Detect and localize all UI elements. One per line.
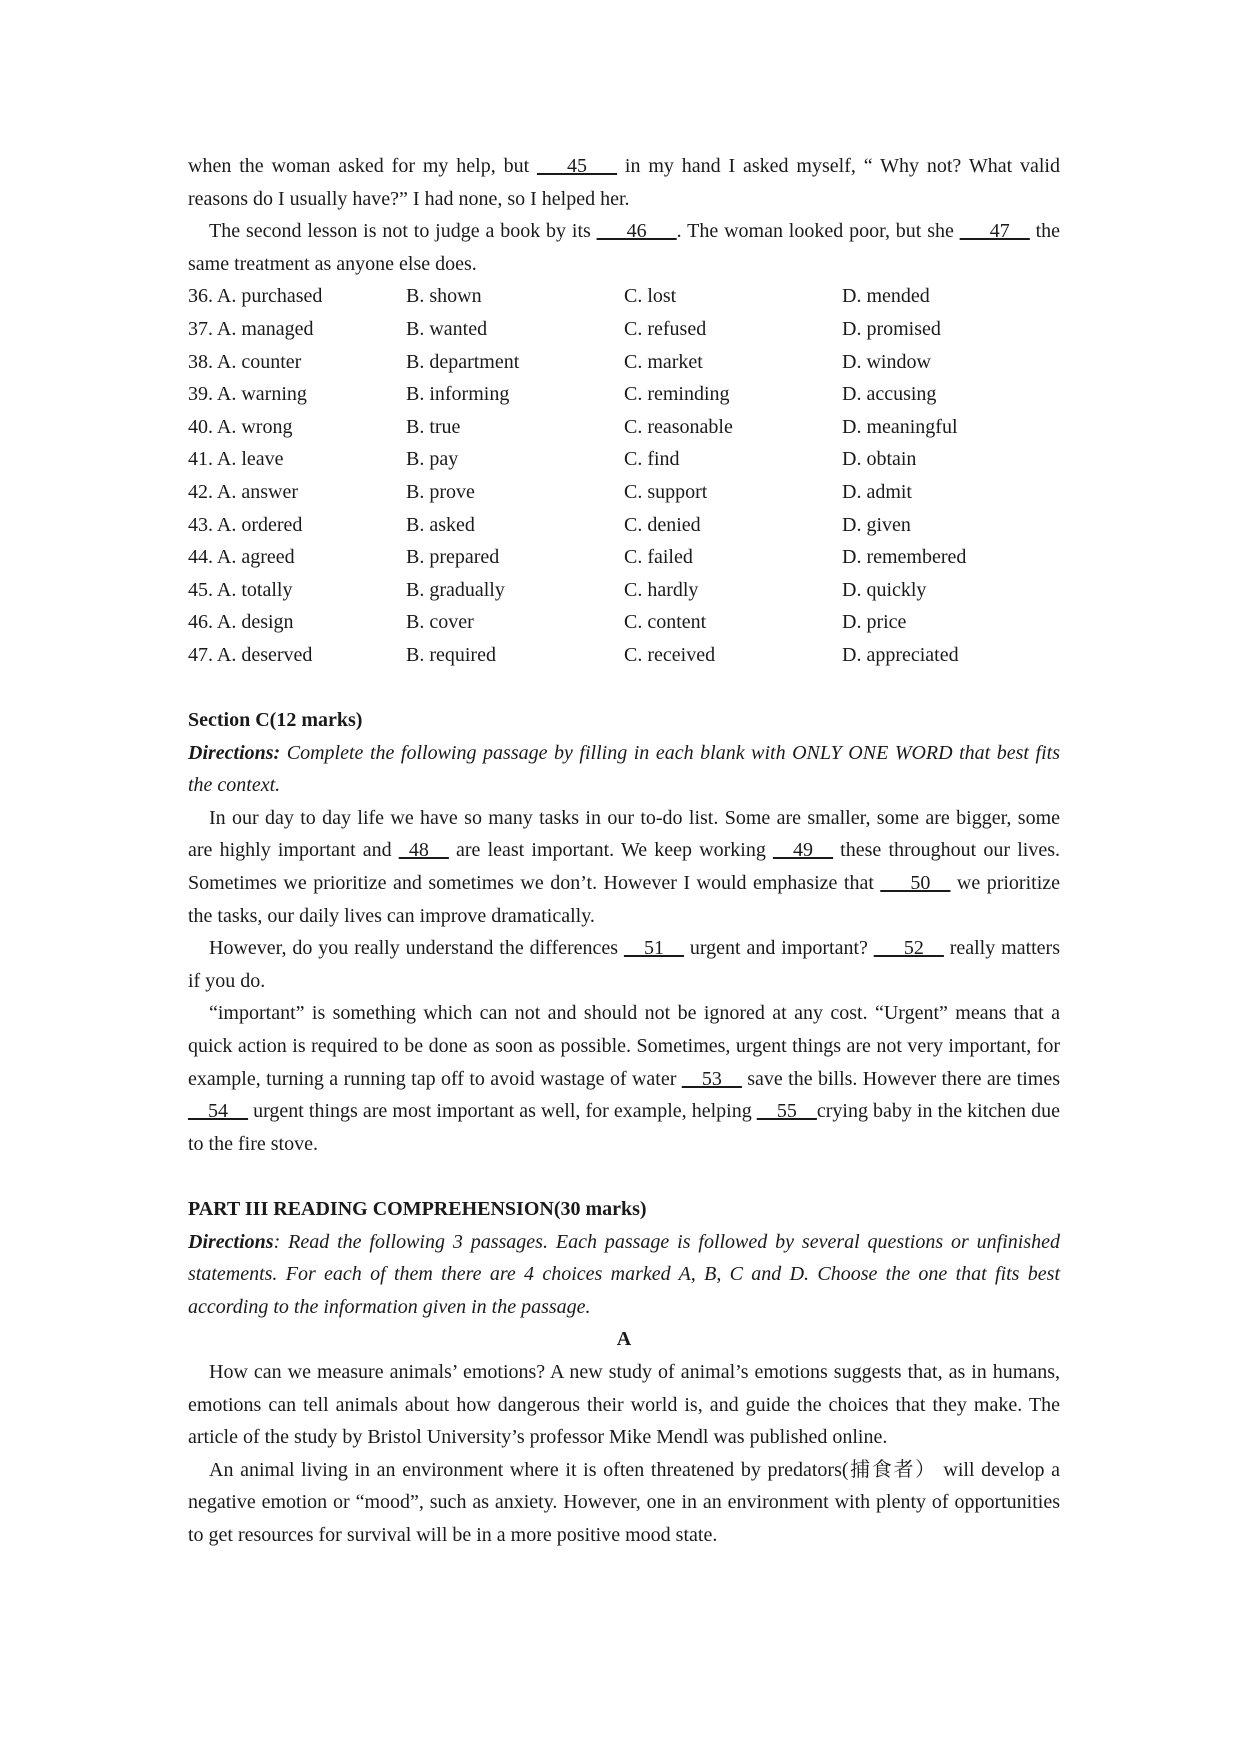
blank-50[interactable]: ___50__ — [880, 872, 951, 895]
passage-text: these throughout our lives. Sometimes we prioritize and sometimes we don’t. However I would emphasize that — [188, 839, 1060, 895]
passage-text: The second lesson is not to judge a book by its — [209, 220, 597, 243]
option-b[interactable]: B. asked — [406, 513, 475, 536]
option-row-45 — [188, 574, 1060, 607]
option-b[interactable]: B. required — [406, 643, 496, 666]
option-c[interactable]: C. denied — [624, 513, 701, 536]
option-a[interactable]: 47. A. deserved — [188, 643, 313, 666]
option-b[interactable]: B. gradually — [406, 578, 505, 601]
option-b[interactable]: B. shown — [406, 285, 482, 308]
blank-53[interactable]: __53__ — [681, 1067, 742, 1090]
passage-text: when the woman asked for my help, but — [188, 155, 538, 177]
option-c[interactable]: C. support — [624, 480, 708, 503]
passage-b-paragraph-1 — [188, 150, 1060, 215]
exam-page — [188, 150, 1060, 1552]
passage-text: urgent things are most important as well, for example, helping — [248, 1100, 757, 1123]
blank-51[interactable]: __51__ — [623, 937, 684, 960]
spacer — [188, 1160, 1060, 1193]
option-row-47 — [188, 639, 1060, 672]
blank-55[interactable]: __55__ — [756, 1100, 817, 1123]
passage-text: in my hand I asked myself, “ Why not? What valid reasons do I usually have?” I had none, so I helped her. — [188, 155, 1060, 210]
option-b[interactable]: B. department — [406, 350, 520, 373]
passage-text: crying baby in the kitchen due to the fire stove. — [188, 1100, 1060, 1155]
option-row-37 — [188, 313, 1060, 346]
option-row-46 — [188, 606, 1060, 639]
option-c[interactable]: C. refused — [624, 317, 707, 340]
option-row-43 — [188, 509, 1060, 542]
option-c[interactable]: C. reasonable — [624, 415, 733, 438]
passage-text: are least important. We keep working — [448, 839, 774, 862]
directions-label: Directions: — [188, 741, 281, 764]
passage-text: urgent and important? — [683, 937, 874, 960]
passage-text: . The woman looked poor, but she — [676, 220, 960, 243]
blank-46[interactable]: ___46___ — [596, 220, 677, 243]
directions-label: Directions — [188, 1230, 274, 1253]
section-c-heading: Section C(12 marks) — [188, 709, 363, 732]
blank-54[interactable]: __54__ — [188, 1100, 248, 1123]
option-row-38 — [188, 346, 1060, 379]
option-row-42 — [188, 476, 1060, 509]
passage-text: really matters if you do. — [188, 937, 1061, 992]
option-c[interactable]: C. lost — [624, 285, 677, 308]
option-c[interactable]: C. content — [624, 611, 707, 634]
option-b[interactable]: B. wanted — [406, 317, 488, 340]
passage-text: However, do you really understand the differences — [209, 937, 624, 960]
passage-b-paragraph-2 — [188, 215, 1060, 280]
option-d[interactable]: D. meaningful — [842, 415, 958, 438]
option-d[interactable]: D. remembered — [842, 546, 967, 569]
section-c-paragraph-1 — [188, 802, 1060, 932]
blank-47[interactable]: ___47__ — [959, 220, 1030, 243]
option-d[interactable]: D. quickly — [842, 578, 927, 601]
option-b[interactable]: B. prepared — [406, 546, 500, 569]
passage-a-paragraph-2: An animal living in an environment where it is often threatened by predators(捕食者） will develop a negative emotion or “mood”, such as anxiety. However, one in an environment with plenty of opportunities to get resources for survival will be in a more positive mood state. — [188, 1458, 1060, 1546]
option-a[interactable]: 39. A. warning — [188, 383, 307, 406]
option-c[interactable]: C. find — [624, 448, 680, 471]
option-d[interactable]: D. price — [842, 611, 907, 634]
option-d[interactable]: D. window — [842, 350, 931, 373]
passage-text: the same treatment as anyone else does. — [188, 220, 1061, 275]
passage-text: we prioritize the tasks, our daily lives can improve dramatically. — [188, 872, 1060, 927]
option-d[interactable]: D. given — [842, 513, 911, 536]
option-c[interactable]: C. failed — [624, 546, 693, 569]
option-c[interactable]: C. reminding — [624, 383, 730, 406]
option-row-39 — [188, 378, 1060, 411]
option-a[interactable]: 43. A. ordered — [188, 513, 303, 536]
option-d[interactable]: D. admit — [842, 480, 912, 503]
option-row-44 — [188, 541, 1060, 574]
section-c-paragraph-3 — [188, 997, 1060, 1160]
option-d[interactable]: D. mended — [842, 285, 930, 308]
option-a[interactable]: 36. A. purchased — [188, 285, 323, 308]
option-d[interactable]: D. promised — [842, 317, 941, 340]
part-3-heading: PART III READING COMPREHENSION(30 marks) — [188, 1198, 647, 1220]
option-a[interactable]: 46. A. design — [188, 611, 294, 634]
option-a[interactable]: 37. A. managed — [188, 317, 314, 340]
blank-45[interactable]: ___45___ — [537, 155, 618, 177]
section-c-directions — [188, 737, 1060, 802]
spacer — [188, 672, 1060, 705]
option-a[interactable]: 41. A. leave — [188, 448, 284, 471]
option-b[interactable]: B. true — [406, 415, 461, 438]
passage-text: In our day to day life we have so many tasks in our to-do list. Some are smaller, some are bigger, some are highly important and — [188, 806, 1060, 862]
option-c[interactable]: C. received — [624, 643, 716, 666]
option-a[interactable]: 40. A. wrong — [188, 415, 293, 438]
section-c-paragraph-2 — [188, 932, 1060, 997]
passage-letter: A — [616, 1328, 632, 1351]
blank-49[interactable]: __49__ — [773, 839, 834, 862]
option-row-40 — [188, 411, 1060, 444]
option-a[interactable]: 38. A. counter — [188, 350, 302, 373]
option-b[interactable]: B. prove — [406, 480, 475, 503]
option-row-36 — [188, 280, 1060, 313]
directions-text: Complete the following passage by filling in each blank with ONLY ONE WORD that best fits the context. — [188, 741, 1060, 797]
passage-a-paragraph-1: How can we measure animals’ emotions? A new study of animal’s emotions suggests that, as in humans, emotions can tell animals about how dangerous their world is, and guide the choices that they make. The article of the study by Bristol University’s professor Mike Mendl was published online. — [188, 1360, 1060, 1449]
option-d[interactable]: D. appreciated — [842, 643, 959, 666]
blank-48[interactable]: _48__ — [398, 839, 449, 862]
directions-text: : Read the following 3 passages. Each passage is followed by several questions or unfinished statements. For each of them there are 4 choices marked A, B, C and D. Choose the one that fits best according to the information given in the passage. — [188, 1230, 1060, 1318]
option-b[interactable]: B. pay — [406, 448, 459, 471]
options-list — [188, 280, 1060, 671]
option-d[interactable]: D. obtain — [842, 448, 917, 471]
option-c[interactable]: C. market — [624, 350, 703, 373]
option-row-41 — [188, 443, 1060, 476]
option-c[interactable]: C. hardly — [624, 578, 699, 601]
part-3-directions — [188, 1226, 1060, 1324]
option-a[interactable]: 42. A. answer — [188, 480, 298, 503]
option-a[interactable]: 45. A. totally — [188, 578, 293, 601]
option-b[interactable]: B. informing — [406, 383, 510, 406]
passage-text: save the bills. However there are times — [741, 1067, 1060, 1090]
option-a[interactable]: 44. A. agreed — [188, 546, 295, 569]
option-d[interactable]: D. accusing — [842, 383, 937, 406]
option-b[interactable]: B. cover — [406, 611, 474, 634]
passage-text: “important” is something which can not and should not be ignored at any cost. “Urgent” means that a quick action is required to be done as soon as possible. Sometimes, urgent things are not very important, for example, turning a running tap off to avoid wastage of water — [188, 1002, 1060, 1090]
blank-52[interactable]: ___52__ — [873, 937, 944, 960]
